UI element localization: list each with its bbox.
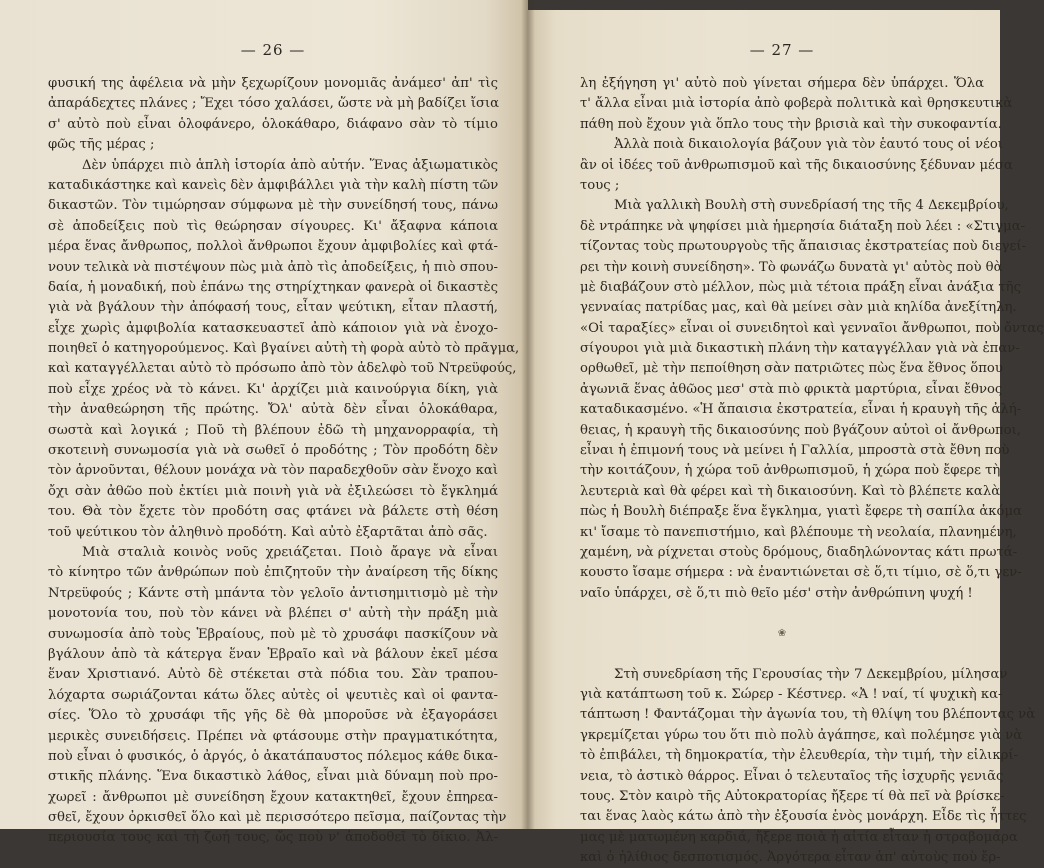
left-page-text bbox=[48, 74, 520, 849]
text-line: γιὰ κατάπτωση τοῦ κ. Σώρερ - Κέστνερ. «Ἀ ! ναί, τί ψυχικὴ κα- bbox=[580, 686, 1003, 702]
text-line: γιὰ νὰ βγάλουν τὴν ἀπόφασή τους, εἶταν ψεύτικη, εἶταν πλαστή, bbox=[48, 300, 498, 316]
text-line: ἕναν Χριστιανό. Αὐτὸ δὲ στέκεται στὰ πόδια του. Σὰν τραπου- bbox=[48, 667, 498, 683]
text-line: του. Θὰ τὸν ἔχετε τὸν προδότη σας φτάνει νὰ βάλετε στὴ θέση bbox=[48, 504, 498, 520]
text-line: χαμένη, νὰ ρίχνεται στοὺς δρόμους, διαδηλώνοντας κάτι πρωτά- bbox=[580, 544, 1018, 560]
text-line: συνωμοσία ἀπὸ τοὺς Ἑβραίους, ποὺ μὲ τὸ χρυσάφι πασκίζουν νὰ bbox=[48, 626, 498, 642]
text-line: ποιηθεῖ ὁ κατηγορούμενος. Καὶ βγαίνει αὐτὴ τὴ φορὰ αὐτὸ τὸ πρᾶγμα, bbox=[48, 341, 520, 357]
text-line: σ' αὐτὸ ποὺ εἶναι ὁλοφάνερο, ὁλοκάθαρο, διάφανο σὰν τὸ τίμιο bbox=[48, 116, 498, 132]
text-line: Στὴ συνεδρίαση τῆς Γερουσίας τὴν 7 Δεκεμβρίου, μίλησαν bbox=[614, 666, 1008, 682]
text-line: τοῦ ψεύτικου τὸν ἀληθινὸ προδότη. Καὶ αὐτὸ ἐξαρτᾶται ἀπὸ σᾶς. bbox=[48, 524, 488, 540]
text-line: εἶχε χωρὶς ἀμφιβολία κατασκευαστεῖ ἀπὸ κάποιον γιὰ νὰ ἐνοχο- bbox=[48, 320, 498, 336]
text-line: τ' ἄλλα εἶναι μιὰ ἱστορία ἀπὸ φοβερὰ πολιτικὰ καὶ θρησκευτικὰ bbox=[580, 96, 1013, 112]
text-line: λευτεριὰ καὶ θὰ φέρει καὶ τὴ δικαιοσύνη. Καὶ τὸ βλέπετε καλὰ bbox=[580, 483, 1001, 499]
text-line: δὲ ντράπηκε νὰ ψηφίσει μιὰ ἡμερησία διάταξη ποὺ λέει : «Στιγμα- bbox=[580, 218, 1026, 234]
text-line: πάθη ποὺ ἔχουν γιὰ ὅπλο τους τὴν βρισιὰ καὶ τὴν συκοφαντία. bbox=[580, 116, 1002, 132]
text-line: νουν τελικὰ νὰ πιστέψουν πὼς μιὰ ἀπὸ τὶς ἀποδείξεις, ἡ πιὸ σπου- bbox=[48, 259, 498, 275]
text-line: καταδικασμένο. «Ἡ ἄπαισια ἐκστρατεία, εἶναι ἡ κραυγὴ τῆς ἀλή- bbox=[580, 402, 1022, 418]
text-line: μας μὲ ματωμένη καρδιά, ἤξερε ποιὰ ἡ αἰτία εἶταν ἡ στραβομάρα bbox=[580, 829, 1018, 845]
text-line: σθεῖ, ἔχουν ὀρκισθεῖ ὅλο καὶ μὲ περισσότερο πεῖσμα, παίζοντας τὴν bbox=[48, 810, 507, 826]
text-line: Δὲν ὑπάρχει πιὸ ἁπλὴ ἱστορία ἀπὸ αὐτήν. Ἕνας ἀξιωματικὸς bbox=[82, 157, 498, 173]
text-line: «Οἱ ταραξίες» εἶναι οἱ συνειδητοὶ καὶ γενναῖοι ἄνθρωποι, ποὺ ὄντας bbox=[580, 320, 1044, 336]
text-line: τίζοντας τοὺς πρωτουργοὺς τῆς ἄπαισιας ἐκστρατείας ποὺ διεγεί- bbox=[580, 239, 1027, 255]
text-line: κουστο ἴσαμε σήμερα : νὰ ἐναντιώνεται σὲ ὅ,τι τίμιο, σὲ ὅ,τι γεν- bbox=[580, 565, 1022, 581]
text-line: ρει τὴν κοινὴ συνείδηση». Τὸ φωνάζω δυνατὰ γι' αὐτὸς ποὺ θὰ bbox=[580, 259, 1003, 275]
text-line: σκοτεινὴ συνωμοσία γιὰ νὰ σωθεῖ ὁ προδότης ; Τὸν προδότη δὲν bbox=[48, 443, 498, 459]
right-page bbox=[528, 10, 1044, 866]
text-line: δικαστῶν. Τὸν τιμώρησαν σύμφωνα μὲ τὴν συνείδησή τους, πάνω bbox=[48, 198, 498, 214]
text-line: σίες. Ὅλο τὸ χρυσάφι τῆς γῆς δὲ θὰ μποροῦσε νὰ ἐξαγοράσει bbox=[48, 708, 498, 724]
text-line: βγάλουν ἀπὸ τὰ κάτεργα ἕναν Ἑβραῖο καὶ νὰ βάλουν ἐκεῖ μέσα bbox=[48, 646, 498, 662]
text-line: μέρα ἕνας ἄνθρωπος, πολλοὶ ἄνθρωποι ἔχουν ἀμφιβολίες καὶ φτά- bbox=[48, 239, 498, 255]
text-line: Ντρεϋφούς ; Κάντε στὴ μπάντα τὸν γελοῖο ἀντισημιτισμὸ μὲ τὴν bbox=[48, 585, 498, 601]
text-line: φυσική της ἀφέλεια νὰ μὴν ξεχωρίζουν μονομιᾶς ἀνάμεσ' ἀπ' τὶς bbox=[48, 76, 498, 91]
text-line: σωστὰ καὶ λογικά ; Ποῦ τὴ βλέπουν ἐδῶ τὴ μηχανορραφία, τὴ bbox=[48, 422, 498, 438]
text-line: θειας, ἡ κραυγὴ τῆς δικαιοσύνης ποὺ βγάζουν αὐτοὶ οἱ ἄνθρωποι, bbox=[580, 422, 1021, 438]
text-line: Μιὰ γαλλικὴ Βουλὴ στὴ συνεδρίασή της τῆς 4 Δεκεμβρίου, bbox=[614, 198, 1009, 214]
left-page bbox=[0, 0, 528, 846]
text-line: καταδικάστηκε καὶ κανεὶς δὲν ἀμφιβάλλει γιὰ τὴν καλὴ πίστη τῶν bbox=[48, 177, 499, 193]
text-line: Μιὰ σταλιὰ κοινὸς νοῦς χρειάζεται. Ποιὸ ἄραγε νὰ εἶναι bbox=[82, 544, 498, 560]
text-line: τὴν κοιτάζουν, ἡ χώρα τοῦ ἀνθρωπισμοῦ, ἡ χώρα ποὺ ἔφερε τὴ bbox=[580, 463, 1001, 479]
page-number-right: — 27 — bbox=[749, 41, 815, 59]
text-line: μὲ διαβάζουν στὸ μέλλον, πὼς μιὰ τέτοια πράξη εἶναι ἀνάξια τῆς bbox=[580, 279, 1021, 295]
text-line: πὼς ἡ Βουλὴ διέπραξε ἕνα ἔγκλημα, γιατὶ ἔφερε τὴ σαπίλα ἀκόμα bbox=[580, 504, 1022, 520]
text-line: τὴν ἀναθεώρηση τῆς πρώτης. Ὄλ' αὐτὰ δὲν εἶναι ὁλοκάθαρα, bbox=[48, 402, 498, 418]
text-line: σίγουροι γιὰ μιὰ δικαστικὴ πλάνη τὴν καταγγέλλαν γιὰ νὰ ἐπαν- bbox=[580, 341, 1020, 357]
text-line: φῶς τῆς μέρας ; bbox=[48, 137, 155, 153]
text-line: νεια, τὸ ἀστικὸ θάρρος. Εἶναι ὁ τελευταῖος τῆς ἰσχυρῆς γενιᾶς bbox=[580, 768, 1004, 784]
text-line: ἀπαράδεχτες πλάνες ; Ἔχει τόσο χαλάσει, ὥστε νὰ μὴ βαδίζει ἴσια bbox=[48, 96, 500, 112]
text-line: λη ἐξήγηση γι' αὐτὸ ποὺ γίνεται σήμερα δὲν ὑπάρχει. Ὅλα bbox=[580, 76, 984, 91]
text-line: τὸ ἐπιβάλει, τὴ δημοκρατία, τὴν ἐλευθερία, τὴν τιμή, τὴν εἰλικρί- bbox=[580, 748, 1018, 764]
text-line: εἶναι ἡ ἐπιμονή τους νὰ μείνει ἡ Γαλλία, μπροστὰ στὰ ἔθνη ποὺ bbox=[580, 443, 1010, 459]
text-line: καὶ καταγγέλλεται αὐτὸ τὸ πρόσωπο ἀπὸ τὸν ἀδελφὸ τοῦ Ντρεϋφούς, bbox=[48, 361, 517, 377]
text-line: μονοτονία του, ποὺ τὸν κάνει νὰ βλέπει σ' αὐτὴ τὴν πράξη μιὰ bbox=[48, 606, 498, 622]
text-line: ἀγωνιᾶ ἕνας ἀθῶος μεσ' στὰ πιὸ φρικτὰ μαρτύρια, εἶναι ἔθνος bbox=[580, 381, 1003, 397]
text-line: ται ἕνας λαὸς κάτω ἀπὸ τὴν ἐξουσία ἑνὸς μονάρχη. Εἶδε τὶς ἧττες bbox=[580, 809, 1027, 825]
text-line: σὲ ἀποδείξεις ποὺ τὶς θεώρησαν σίγουρες. Κι' ἄξαφνα κάποια bbox=[48, 218, 498, 234]
text-line: τάπτωση ! Φαντάζομαι τὴν ἀγωνία του, τὴ θλίψη του βλέποντας νὰ bbox=[580, 707, 1036, 723]
text-line: μερικὲς συνειδήσεις. Πρέπει νὰ φτάσουμε στὴν πραγματικότητα, bbox=[48, 728, 498, 744]
text-line: ναῖο ὑπάρχει, σὲ ὅ,τι πιὸ θεῖο μέσ' στὴν ἀνθρώπινη ψυχή ! bbox=[580, 585, 973, 601]
text-line: τὸν ἀρνοῦνται, θέλουν μονάχα νὰ τὸν παραδεχθοῦν σὰν ἔνοχο καὶ bbox=[48, 463, 498, 479]
text-line: χωρεῖ : ἄνθρωποι μὲ συνείδηση ἔχουν κατακτηθεῖ, ἔχουν ἐπηρεα- bbox=[48, 789, 498, 805]
text-line: καὶ ὁ ἠλίθιος δεσποτισμός. Ἀργότερα εἶταν ἀπ' αὐτοὺς ποὺ ἔρ- bbox=[580, 850, 1001, 866]
text-line: περιουσία τους καὶ τὴ ζωή τους, ὥς ποὺ ν' ἀποδοθεῖ τὸ δίκιο. Ἀλ- bbox=[48, 830, 498, 846]
text-line: ἂν οἱ ἰδέες τοῦ ἀνθρωπισμοῦ καὶ τῆς δικαιοσύνης ξέδυναν μέσα bbox=[580, 157, 1013, 173]
section-ornament: ❀ bbox=[777, 628, 787, 640]
text-line: τὸ κίνητρο τῶν ἀνθρώπων ποὺ ἐπιζητοῦν τὴν ἀναίρεση τῆς δίκης bbox=[48, 565, 498, 581]
text-line: ποὺ εἶχε χρέος νὰ τὸ κάνει. Κι' ἀρχίζει μιὰ καινούργια δίκη, γιὰ bbox=[48, 381, 498, 397]
text-line: ορθωθεῖ, μὲ τὴν πεποίθηση σὰν πατριῶτες πὼς ἕνα ἔθνος ὅπου bbox=[580, 361, 1003, 377]
right-page-text-bottom bbox=[580, 665, 1036, 868]
text-line: στικῆς πλάνης. Ἕνα δικαστικὸ λάθος, εἶναι μιὰ δύναμη ποὺ προ- bbox=[48, 769, 498, 785]
text-line: γενναίας πατρίδας μας, καὶ θὰ μείνει σὰν μιὰ κηλίδα ἀνεξίτηλη. bbox=[580, 300, 1017, 316]
text-line: Ἀλλὰ ποιὰ δικαιολογία βάζουν γιὰ τὸν ἑαυτό τους οἱ νέοι bbox=[614, 137, 1003, 153]
text-line: δαία, ἡ μοναδική, ποὺ ἐπάνω της στηρίχτηκαν φανερὰ οἱ δικαστὲς bbox=[48, 279, 498, 295]
text-line: τους ; bbox=[580, 177, 620, 193]
text-line: κι' ἴσαμε τὸ πανεπιστήμιο, καὶ βλέπουμε τὴ νεολαία, πλανημένη, bbox=[580, 524, 1017, 540]
text-line: ποὺ εἶναι ὁ φυσικός, ὁ ἀργός, ὁ ἀκατάπαυστος πόλεμος κάθε δικα- bbox=[48, 748, 498, 764]
text-line: γκρεμίζεται γύρω του ὅτι πιὸ πολὺ ἀγάπησε, καὶ πολέμησε γιὰ νὰ bbox=[580, 727, 1023, 743]
page-number-left: — 26 — bbox=[240, 41, 306, 59]
book-gutter-shadow bbox=[521, 0, 535, 829]
text-line: λόχαρτα σωριάζονται κάτω ὅλες αὐτὲς οἱ ψευτιὲς καὶ οἱ φαντα- bbox=[48, 687, 498, 703]
text-line: ὄχι σὰν ἀθῶο ποὺ ἐκτίει μιὰ ποινὴ γιὰ νὰ ἐξιλεώσει τὸ ἔγκλημά bbox=[48, 483, 498, 499]
right-page-text-top bbox=[580, 74, 1044, 604]
text-line: τους. Στὸν καιρὸ τῆς Αὐτοκρατορίας ἤξερε τί θὰ πεῖ νὰ βρίσκε- bbox=[580, 788, 1005, 804]
